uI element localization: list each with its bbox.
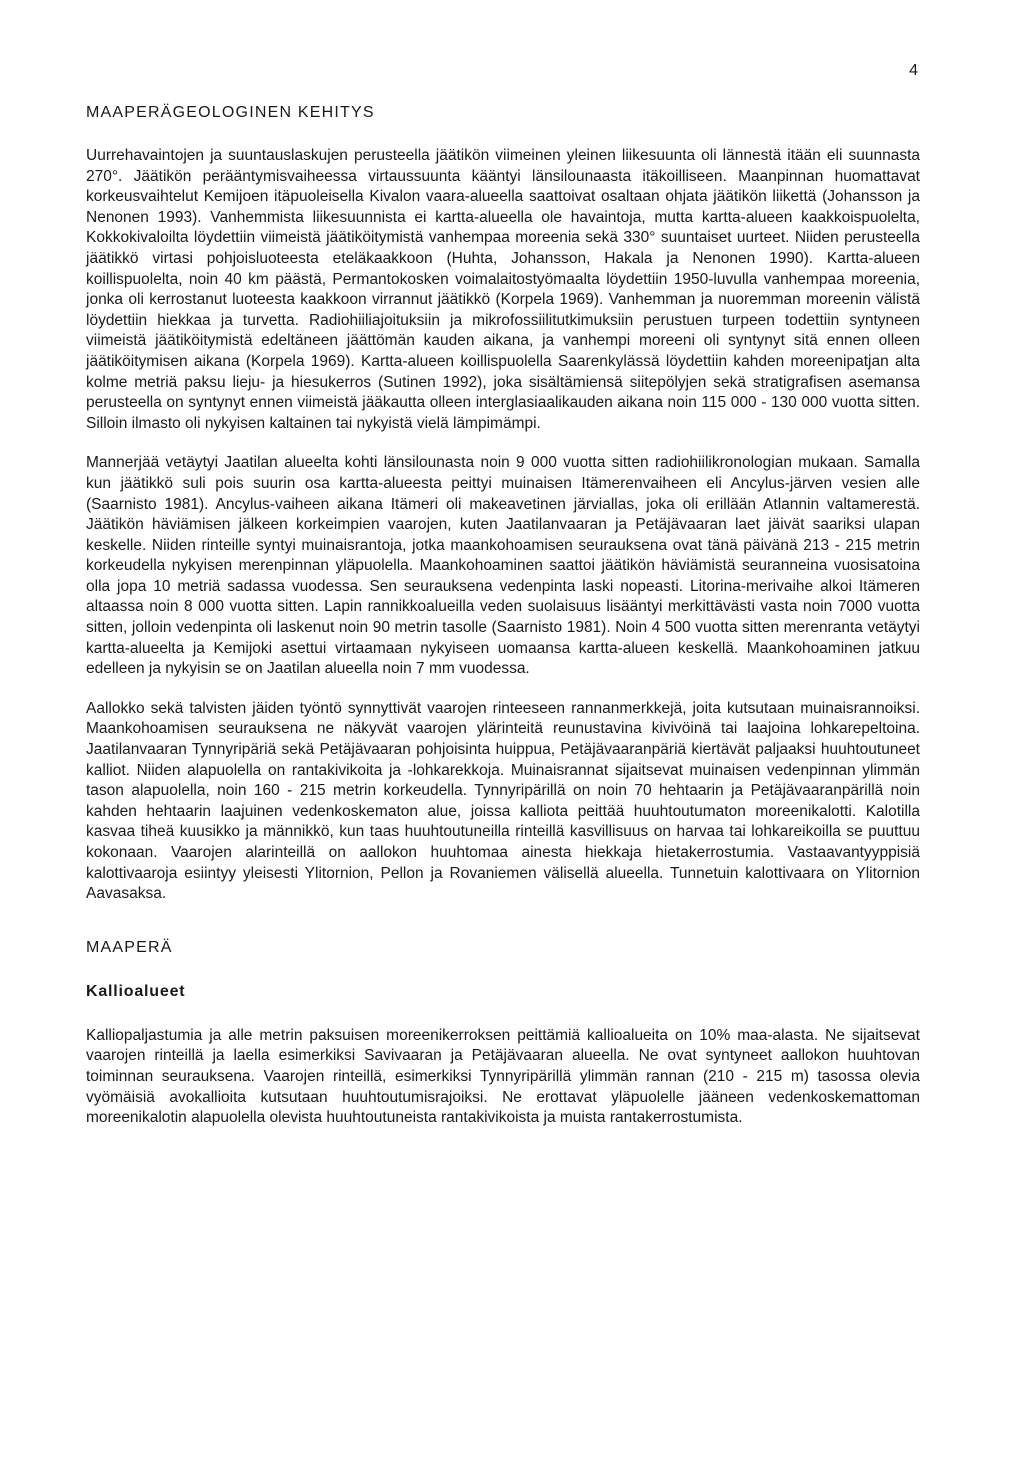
section-title-maapera: MAAPERÄ bbox=[86, 938, 173, 956]
section-title-maaperageologinen-kehitys: MAAPERÄGEOLOGINEN KEHITYS bbox=[86, 104, 375, 121]
paragraph-glacial-movement: Uurrehavaintojen ja suuntauslaskujen perusteella jäätikön viimeinen yleinen liikesuunta oli lännestä itään eli suunnasta 270°. Jäätikön perääntymisvaiheessa virtaussuunta kääntyi länsilounaasta itäkoilliseen. Maanpinnan huomattavat korkeusvaihtelut Kemijoen itäpuoleisella Kivalon vaara-alueella saattoivat osaltaan ohjata jäätikön liikettä (Johansson ja Nenonen 1993). Vanhemmista liikesuunnista ei kartta-alueella ole havaintoja, mutta kartta-alueen kaakkoispuolelta, Kokkokivaloilta löydettiin viimeistä jäätiköitymistä vanhempaa moreenia sekä 330° suuntaiset uurteet. Niiden perusteella jäätikkö virtasi pohjoisluoteesta eteläkaakkoon (Huhta, Johansson, Hakala ja Nenonen 1990). Kartta-alueen koillispuolelta, noin 40 km päästä, Permantokosken voimalaitostyömaalta löydettiin 1950-luvulla vanhempaa moreenia, jonka oli kerrostanut luoteesta kaakkoon virrannut jäätikkö (Korpela 1969). Vanhemman ja nuoremman moreenin välistä löydettiin hiekkaa ja turvetta. Radiohiiliajoituksiin ja mikrofossiilitutkimuksiin perustuen turpeen todettiin syntyneen viimeistä jäätiköitymistä edeltäneen jäättömän kauden aikana, ja vanhempi moreeni oli syntynyt sitä ennen olleen jäätiköitymisen aikana (Korpela 1969). Kartta-alueen koillispuolella Saarenkylässä löydettiin kahden moreenipatjan alta kolme metriä paksu lieju- ja hiesukerros (Sutinen 1992), joka sisältämiensä siitepölyjen sekä stratigrafisen asemansa perusteella on syntynyt ennen viimeistä jääkautta olleen interglasiaalikauden aikana noin 115 000 - 130 000 vuotta sitten. Silloin ilmasto oli nykyisen kaltainen tai nykyistä vielä lämpimämpi. bbox=[86, 147, 920, 432]
page-number: 4 bbox=[909, 62, 918, 79]
document-body bbox=[86, 104, 920, 1148]
paragraph-bedrock-areas: Kalliopaljastumia ja alle metrin paksuisen moreenikerroksen peittämiä kallioalueita on 10% maa-alasta. Ne sijaitsevat vaarojen rinteillä ja laella esimerkiksi Savivaaran ja Petäjävaaran alueella. Ne ovat syntyneet aallokon huuhtovan toiminnan seurauksena. Vaarojen rinteillä, esimerkiksi Tynnyripärillä ylimmän rannan (210 - 215 m) tasossa olevia vyömäisiä avokallioita kutsutaan huuhtoutumisrajoiksi. Ne erottavat yläpuolelle jääneen vedenkoskemattoman moreenikalotin alapuolella olevista huuhtoutuneista rantakivikoista ja muista rantakerrostumista. bbox=[86, 1026, 920, 1127]
paragraph-ancient-shores: Aallokko sekä talvisten jäiden työntö synnyttivät vaarojen rinteeseen rannanmerkkejä, joita kutsutaan muinaisrannoiksi. Maankohoamisen seurauksena ne näkyvät vaarojen ylärinteitä reunustavina kivivöinä tai laajoina lohkarepeltoina. Jaatilanvaaran Tynnyripäriä sekä Petäjävaaran pohjoisinta huippua, Petäjävaaranpäriä kiertävät paljaaksi huuhtoutuneet kalliot. Niiden alapuolella on rantakivikoita ja -lohkarekkoja. Muinaisrannat sijaitsevat muinaisen vedenpinnan ylimmän tason alapuolella, noin 160 - 215 metrin korkeudella. Tynnyripärillä on noin 70 hehtaarin ja Petäjävaaranpärillä noin kahden hehtaarin laajuinen vedenkoskematon alue, joissa kalliota peittää huuhtoutumaton moreenikalotti. Kalotilla kasvaa tiheä kuusikko ja männikkö, kun taas huuhtoutuneilla rinteillä kasvillisuus on harvaa tai lohkareikoilla se puuttuu kokonaan. Vaarojen alarinteillä on aallokon huuhtomaa ainesta hiekkaja hietakerrostumia. Vastaavantyyppisiä kalottivaaroja esiintyy yleisesti Ylitornion, Pellon ja Rovaniemen välisellä alueella. Tunnetuin kalottivaara on Ylitornion Aavasaksa. bbox=[86, 699, 920, 903]
subsection-title-kallioalueet: Kallioalueet bbox=[86, 982, 186, 1000]
paragraph-ice-retreat: Mannerjää vetäytyi Jaatilan alueelta kohti länsilounasta noin 9 000 vuotta sitten radiohiilikronologian mukaan. Samalla kun jäätikkö suli pois suurin osa kartta-alueesta peittyi muinaisen Itämerenvaiheen eli Ancylus-järven vesien alle (Saarnisto 1981). Ancylus-vaiheen aikana Itämeri oli makeavetinen järviallas, joka oli erillään Atlannin valtamerestä. Jäätikön häviämisen jälkeen korkeimpien vaarojen, kuten Jaatilanvaaran ja Petäjävaaran laet jäivät saariksi ulapan keskelle. Niiden rinteille syntyi muinaisrantoja, jotka maankohoamisen seurauksena ovat tänä päivänä 213 - 215 metrin korkeudella nykyisen merenpinnan yläpuolella. Maankohoaminen saattoi jäätikön häviämistä seuranneina vuosisatoina olla jopa 10 metriä sadassa vuodessa. Sen seurauksena vedenpinta laski nopeasti. Litorina-merivaihe alkoi Itämeren altaassa noin 8 000 vuotta sitten. Lapin rannikkoalueilla veden suolaisuus lisääntyi merkittävästi vasta noin 7000 vuotta sitten, jolloin vedenpinta oli laskenut noin 90 metrin tasolle (Saarnisto 1981). Noin 4 500 vuotta sitten merenranta vetäytyi kartta-alueelta ja Kemijoki asettui virtaamaan nykyiseen uomaansa kartta-alueen keskellä. Maankohoaminen jatkuu edelleen ja nykyisin se on Jaatilan alueella noin 7 mm vuodessa. bbox=[86, 454, 920, 678]
